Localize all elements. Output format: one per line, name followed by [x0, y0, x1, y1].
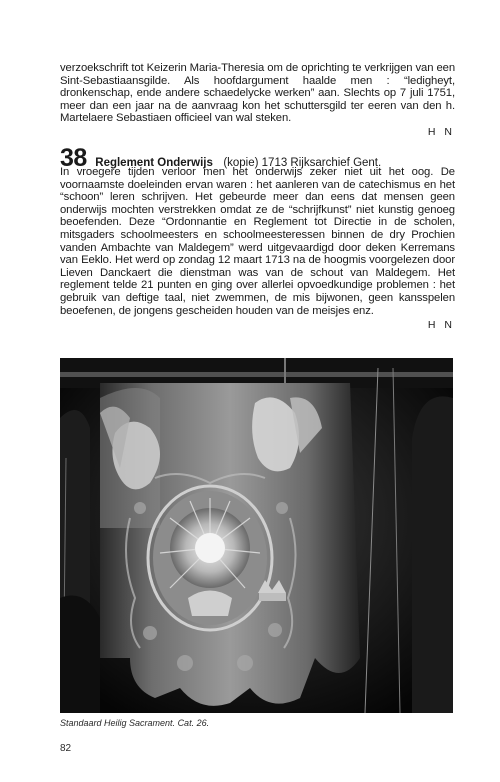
- banner-photo: [60, 358, 453, 713]
- entry-number: 38: [60, 144, 87, 172]
- intro-section: [60, 62, 455, 139]
- entry-signature: H N: [427, 319, 455, 332]
- entry-paragraph: In vroegere tijden verloor men het onderwijs zeker niet uit het oog. De voornaamste doeleinden ervan waren : het aanleren van de catechismus en het “schoon” leren schrijven. Het gebeurde meer dan eens dat mensen geen onderwijs mochten verstrekken omdat ze de “schrijfkunst” niet kunstig genoeg beoefenden. Deze “Ordonnantie en Reglement tot Directie in de scholen, mitsgaders schoolmeesters en schoolmeesteressen binnen de dry Prochien vanden Ambachte van Maldegem” werd uitgevaardigd door deken Kerremans van Eeklo. Het werd op zondag 12 maart 1713 na de hoogmis voorgelezen door Lieven Danckaert die dienstman was van de schout van Maldegem. Het reglement telde 21 punten en ging over allerlei opvoedkundige problemen : het gebruik van deftige taal, niet zwemmen, de mis bijwonen, geen kansspelen beoefenen, de jongens gescheiden houden van de meisjes enz.: [60, 166, 455, 317]
- entry-section: [60, 166, 455, 332]
- entry-meta: (kopie) 1713 Rijksarchief Gent.: [223, 157, 382, 169]
- intro-signature: H N: [427, 125, 455, 138]
- page-number: 82: [60, 743, 72, 754]
- figure-caption: Standaard Heilig Sacrament. Cat. 26.: [60, 718, 210, 728]
- intro-paragraph: verzoekschrift tot Keizerin Maria-Theresia om de oprichting te verkrijgen van een Sint-Sebastiaansgilde. Als hoofdargument haalde men : “ledigheyt, dronkenschap, ende andere schaedelycke werken” aan. Slechts op 7 juli 1751, meer dan een jaar na de aanvraag kon het schuttersgild ter eeren van den h. Martelaere Sebastiaen officieel van wal steken.: [60, 62, 456, 125]
- entry-title: Reglement Onderwijs: [95, 157, 213, 169]
- banner-photo-drawing: [60, 358, 453, 713]
